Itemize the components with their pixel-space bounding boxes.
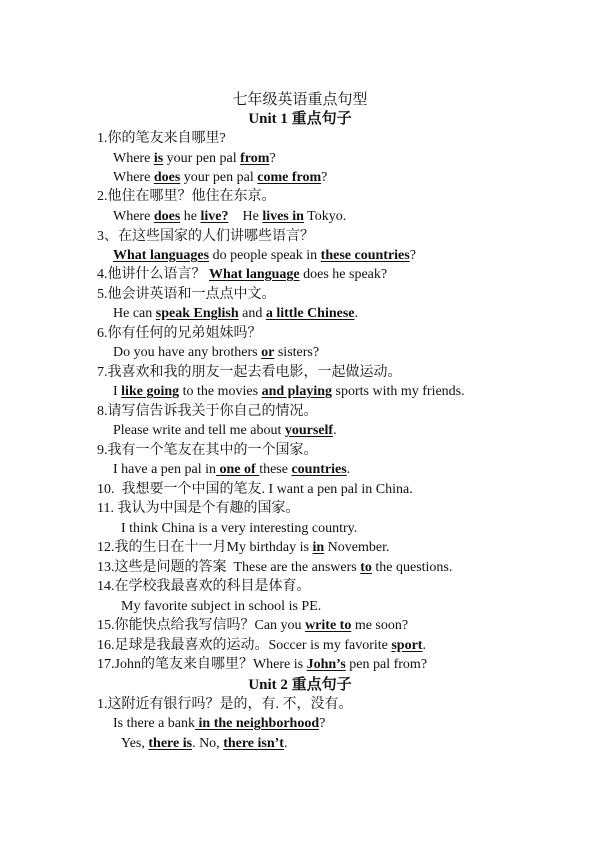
sentence-cn: 10. 我想要一个中国的笔友. <box>97 482 269 497</box>
sentence-en: Is there a bank in the neighborhood? <box>113 716 326 731</box>
sentence-en: I have a pen pal in one of these countries. <box>113 462 351 477</box>
sentence-cn: 7.我喜欢和我的朋友一起去看电影，一起做运动。 <box>97 365 402 380</box>
sentence-row <box>97 656 427 674</box>
unit2-heading: Unit 2 重点句子 <box>248 677 352 693</box>
sentence-cn: 3、在这些国家的人们讲哪些语言？ <box>97 229 314 244</box>
unit1-heading: Unit 1 重点句子 <box>248 111 352 127</box>
page-title: 七年级英语重点句型 <box>232 92 368 108</box>
sentence-en: Where does your pen pal come from? <box>113 170 328 185</box>
sentence-row <box>97 266 387 284</box>
sentence-en: Please write and tell me about yourself. <box>113 423 337 438</box>
sentence-en: I like going to the movies and playing sports with my friends. <box>113 384 465 399</box>
sentence-row <box>97 637 426 655</box>
sentence-cn: 1.你的笔友来自哪里? <box>97 131 226 146</box>
sentence-en: Where is John’s pen pal from? <box>252 657 428 672</box>
sentence-cn: 15.你能快点给我写信吗？ <box>97 618 255 633</box>
sentence-cn: 14.在学校我最喜欢的科目是体育。 <box>97 579 311 594</box>
sentence-en: I want a pen pal in China. <box>268 482 413 497</box>
sentence-en: Where is your pen pal from? <box>113 151 276 166</box>
sentence-cn: 17.John的笔友来自哪里？ <box>97 657 253 672</box>
sentence-en: I think China is a very interesting country. <box>121 521 358 536</box>
sentence-row <box>97 481 413 499</box>
sentence-cn: 13.这些是问题的答案 <box>97 560 234 575</box>
sentence-en: Soccer is my favorite sport. <box>268 638 426 653</box>
sentence-cn: 5.他会讲英语和一点点中文。 <box>97 287 276 302</box>
sentence-row <box>97 617 408 635</box>
sentence-cn: 12.我的生日在十一月 <box>97 540 227 555</box>
sentence-cn: 8.请写信告诉我关于你自己的情况。 <box>97 404 318 419</box>
sentence-en: What languages do people speak in these countries? <box>113 248 416 263</box>
sentence-en: What language does he speak? <box>209 267 388 282</box>
sentence-en: Where does he live? He lives in Tokyo. <box>113 209 347 224</box>
sentence-cn: 9.我有一个笔友在其中的一个国家。 <box>97 443 318 458</box>
sentence-row <box>97 539 389 557</box>
sentence-en: My favorite subject in school is PE. <box>121 599 322 614</box>
sentence-en: My birthday is in November. <box>226 540 390 555</box>
sentence-en: These are the answers to the questions. <box>233 560 453 575</box>
sentence-en: Yes, there is. No, there isn’t. <box>121 736 288 751</box>
sentence-cn: 16.足球是我最喜欢的运动。 <box>97 638 269 653</box>
sentence-cn: 11. 我认为中国是个有趣的国家。 <box>97 501 300 516</box>
sentence-en: Can you write to me soon? <box>254 618 409 633</box>
sentence-cn: 4.他讲什么语言？ <box>97 267 209 282</box>
sentence-cn: 1.这附近有银行吗？是的，有. 不，没有。 <box>97 697 353 712</box>
sentence-en: He can speak English and a little Chinese. <box>113 306 359 321</box>
sentence-en: Do you have any brothers or sisters? <box>113 345 320 360</box>
sentence-cn: 2.他住在哪里？他住在东京。 <box>97 189 276 204</box>
sentence-cn: 6.你有任何的兄弟姐妹吗？ <box>97 326 262 341</box>
sentence-row <box>97 559 452 577</box>
